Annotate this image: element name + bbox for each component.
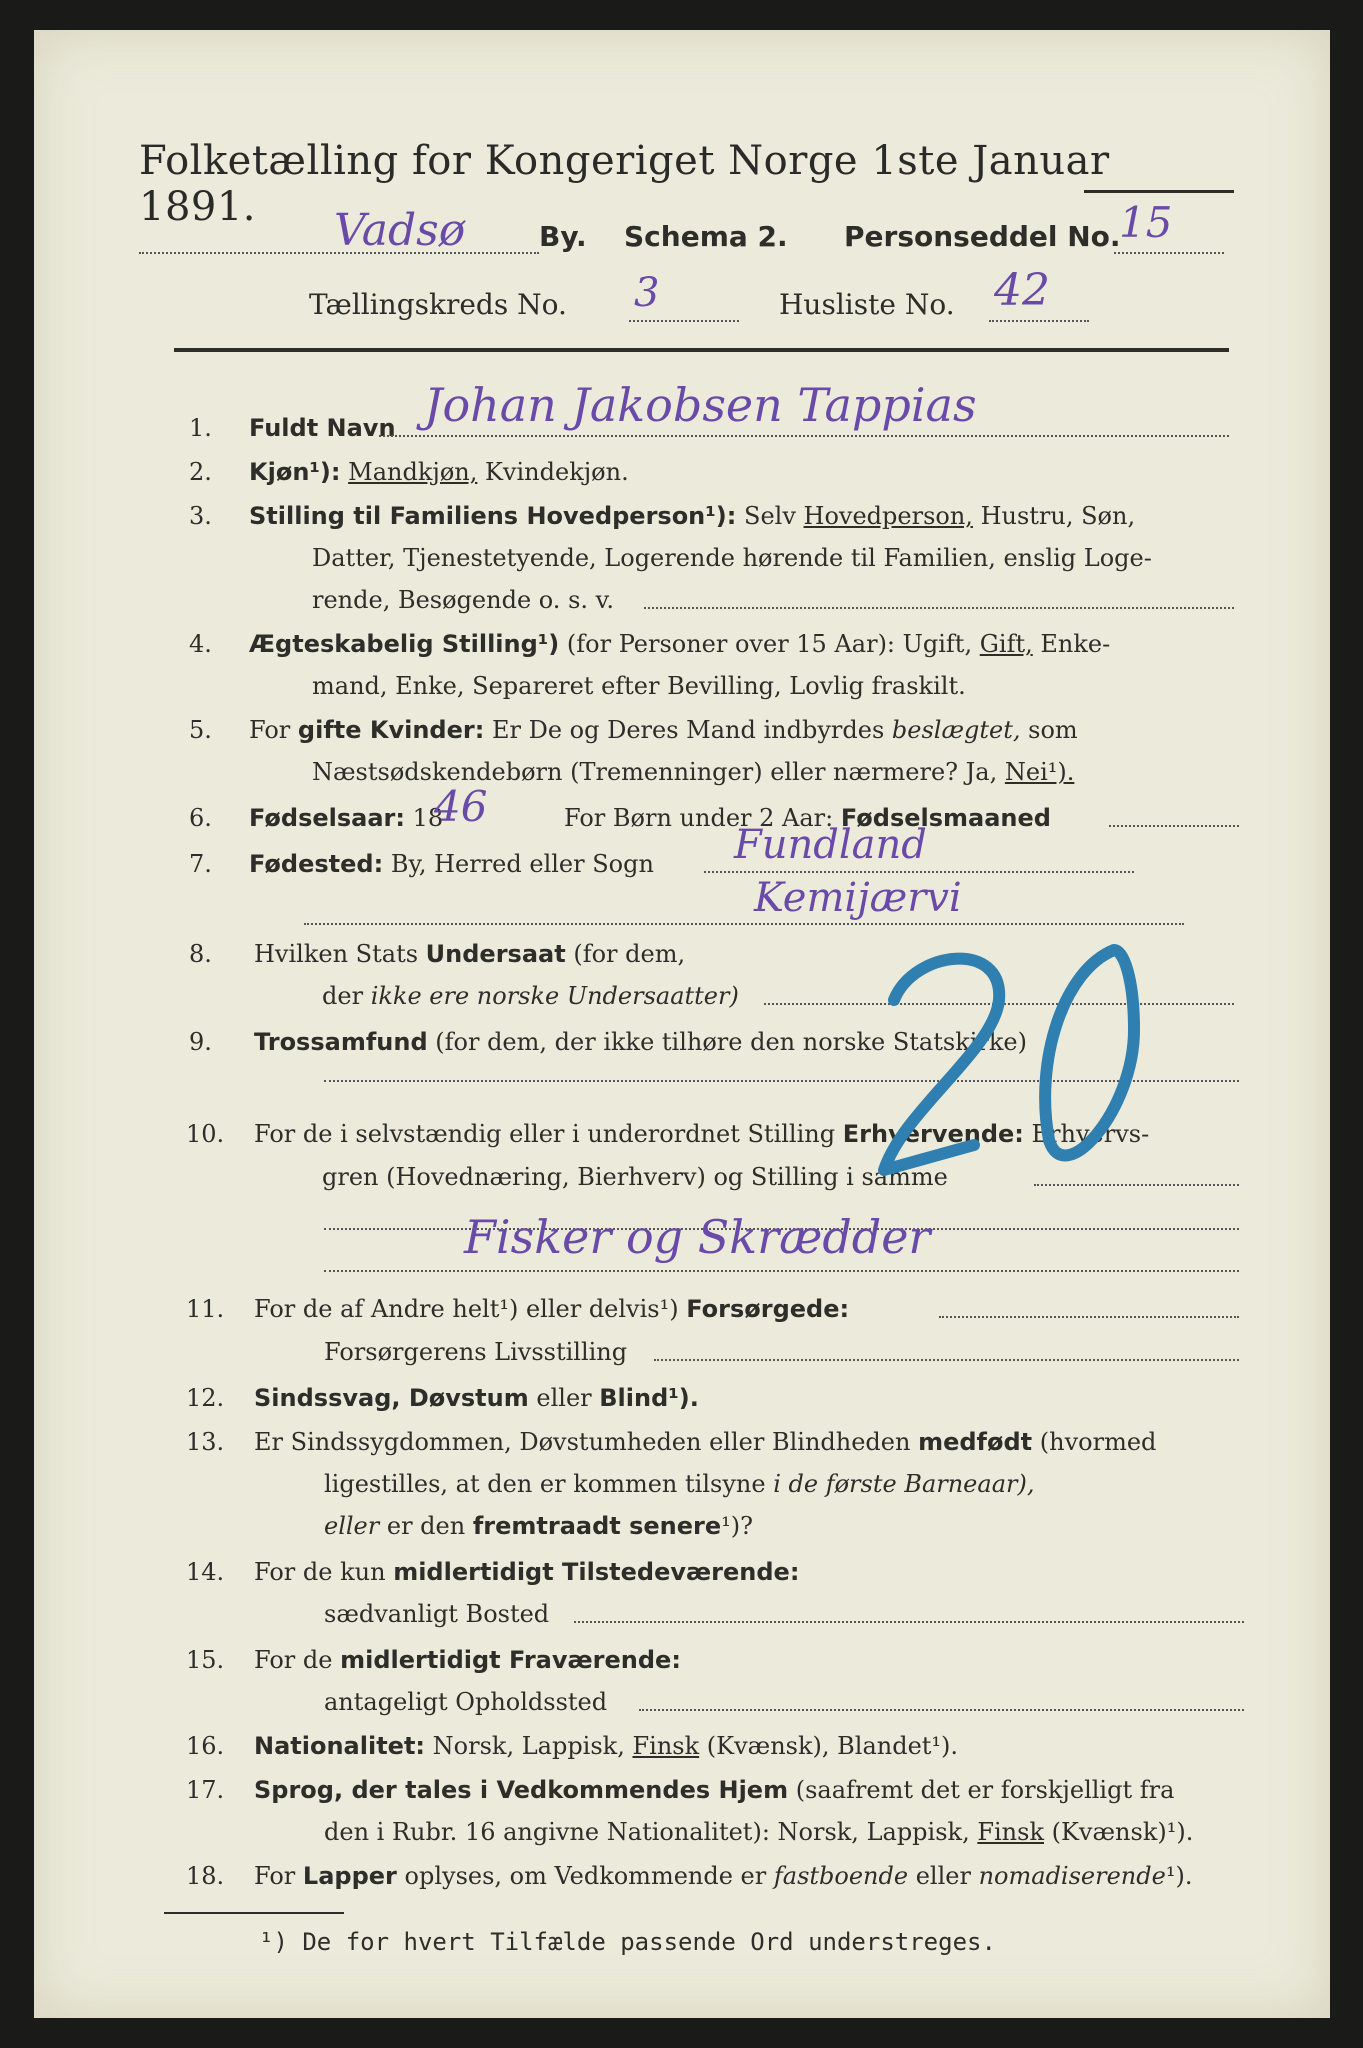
blue-stamp-20 (864, 930, 1184, 1210)
item-16-label: Nationalitet: (254, 1732, 426, 1760)
item-17-label: Sprog, der tales i Vedkommendes Hjem (254, 1776, 789, 1804)
item-2-option-mandkjon: Mandkjøn, (348, 458, 478, 486)
item-6-century: 18 (412, 804, 444, 832)
item-8-line-1 (254, 940, 685, 968)
item-16-options-a: Norsk, Lappisk, (432, 1732, 625, 1760)
item-13-line-1 (254, 1428, 1156, 1456)
item-13-ligestilles: ligestilles, at den er kommen tilsyne (324, 1470, 766, 1498)
item-11-text: For de af Andre helt¹) eller delvis¹) (254, 1295, 679, 1323)
husliste-dotted-line (989, 320, 1089, 322)
husliste-label: Husliste No. (779, 288, 955, 321)
husliste-handwritten: 42 (994, 265, 1050, 316)
item-11-line-1 (254, 1295, 849, 1323)
item-4-label: Ægteskabelig Stilling¹) (249, 630, 560, 658)
item-number-3: 3. (189, 502, 212, 530)
item-4-options-a: (for Personer over 15 Aar): Ugift, (566, 630, 973, 658)
item-number-4: 4. (189, 630, 212, 658)
item-number-9: 9. (189, 1028, 212, 1056)
item-4-option-gift: Gift, (979, 630, 1033, 658)
item-10-label: Erhvervende: (842, 1120, 1024, 1148)
item-16-options-b: (Kvænsk), Blandet¹). (706, 1732, 959, 1760)
item-4-options-b: Enke- (1040, 630, 1111, 658)
item-18-footmark: ¹). (1165, 1862, 1193, 1890)
item-13-line-2 (324, 1470, 1034, 1498)
item-10-erhvervs: Erhvervs- (1031, 1120, 1150, 1148)
personseddel-dotted-line (1114, 252, 1224, 254)
item-14-line-1 (254, 1558, 799, 1586)
item-13-eller: eller (324, 1512, 380, 1540)
item-2-text (249, 458, 629, 486)
item-number-18: 18. (186, 1862, 225, 1890)
item-1-dotted-line (379, 435, 1229, 437)
item-1-label: Fuldt Navn (249, 414, 396, 442)
item-15-text: For de (254, 1646, 333, 1674)
item-17-line-2 (324, 1818, 1193, 1846)
item-15-line-2: antageligt Opholdssted (324, 1688, 608, 1716)
item-number-13: 13. (186, 1428, 225, 1456)
item-number-12: 12. (186, 1384, 225, 1412)
item-number-17: 17. (186, 1776, 225, 1804)
item-3-label: Stilling til Familiens Hovedperson¹): (249, 502, 737, 530)
item-15-line-1 (254, 1646, 681, 1674)
item-7-dotted-line-2 (304, 923, 1184, 925)
item-8-label: Undersaat (425, 940, 566, 968)
item-3-line-3: rende, Besøgende o. s. v. (312, 586, 614, 614)
item-6-dotted-line (1109, 825, 1239, 827)
schema-label: Schema 2. (624, 220, 788, 253)
item-16-line (254, 1732, 958, 1760)
item-12-label: Sindssvag, Døvstum (254, 1384, 529, 1412)
item-number-16: 16. (186, 1732, 225, 1760)
item-13-hvormed: (hvormed (1039, 1428, 1157, 1456)
item-1-answer: Johan Jakobsen Tappias (424, 378, 977, 432)
item-4-line-1 (249, 630, 1110, 658)
item-8-line-2 (322, 982, 739, 1010)
item-3-dotted-line (644, 607, 1234, 609)
item-8-text: Hvilken Stats (254, 940, 419, 968)
item-17-option-finsk: Finsk (977, 1818, 1044, 1846)
item-14-dotted-line (574, 1621, 1244, 1623)
item-18-nomadiserende: nomadiserende (978, 1862, 1166, 1890)
item-11-line-2: Forsørgerens Livsstilling (324, 1338, 628, 1366)
personseddel-label: Personseddel No. (844, 220, 1121, 253)
item-10-answer: Fisker og Skrædder (464, 1210, 931, 1264)
item-10-text: For de i selvstændig eller i underordnet Stilling (254, 1120, 836, 1148)
item-number-6: 6. (189, 804, 212, 832)
item-2-label: Kjøn¹): (249, 458, 341, 486)
item-17-options-a: den i Rubr. 16 angivne Nationalitet): Norsk, Lappisk, (324, 1818, 970, 1846)
item-2-option-kvindekjon: Kvindekjøn. (485, 458, 629, 486)
item-5-line-2 (312, 758, 1074, 786)
census-form-page (34, 30, 1330, 2018)
item-6-line (249, 804, 443, 832)
item-number-8: 8. (189, 940, 212, 968)
item-5-line-1 (249, 716, 1078, 744)
item-12-line (254, 1384, 699, 1412)
item-6-answer: 46 (434, 782, 488, 831)
item-6-children-text: For Børn under 2 Aar: (564, 804, 834, 832)
item-number-14: 14. (186, 1558, 225, 1586)
item-18-text: oplyses, om Vedkommende er (404, 1862, 767, 1890)
item-number-7: 7. (189, 850, 212, 878)
item-13-text: Er Sindssygdommen, Døvstumheden eller Blindheden (254, 1428, 911, 1456)
item-7-answer-2: Kemijærvi (754, 875, 962, 921)
town-handwritten: Vadsø (334, 205, 466, 256)
item-12-blind: Blind¹). (599, 1384, 699, 1412)
item-11-dotted-line-2 (654, 1359, 1239, 1361)
footnote: ¹) De for hvert Tilfælde passende Ord understreges. (259, 1928, 996, 1956)
item-13-footmark: ¹)? (721, 1512, 754, 1540)
item-16-option-finsk: Finsk (632, 1732, 700, 1760)
item-4-line-2: mand, Enke, Separeret efter Bevilling, Lovlig fraskilt. (312, 672, 966, 700)
item-18-fastboende: fastboende (773, 1862, 909, 1890)
item-15-label: midlertidigt Fraværende: (340, 1646, 681, 1674)
item-18-line (254, 1862, 1192, 1890)
item-5-for: For (249, 716, 291, 744)
item-14-line-2: sædvanligt Bosted (324, 1600, 550, 1628)
item-9-text: (for dem, der ikke tilhøre den norske Statskirke) (435, 1028, 1027, 1056)
item-3-line-2: Datter, Tjenestetyende, Logerende hørende til Familien, enslig Loge- (312, 544, 1152, 572)
item-13-medfodt: medfødt (918, 1428, 1033, 1456)
item-8-ikke-norske: ikke ere norske Undersaatter) (370, 982, 739, 1010)
item-number-10: 10. (186, 1120, 225, 1148)
item-14-text: For de kun (254, 1558, 386, 1586)
item-11-dotted-line-1 (939, 1316, 1239, 1318)
kreds-dotted-line (629, 320, 739, 322)
item-3-options-rest: Hustru, Søn, (980, 502, 1136, 530)
item-number-1: 1. (189, 414, 212, 442)
item-5-option-nei: Nei¹). (1004, 758, 1075, 786)
item-12-eller: eller (536, 1384, 592, 1412)
item-15-dotted-line (639, 1709, 1244, 1711)
item-number-11: 11. (186, 1295, 225, 1323)
item-18-eller: eller (915, 1862, 971, 1890)
item-14-label: midlertidigt Tilstedeværende: (393, 1558, 800, 1586)
item-5-label: gifte Kvinder: (297, 716, 485, 744)
item-7-text: By, Herred eller Sogn (390, 850, 654, 878)
item-6-maaned-label: Fødselsmaaned (840, 804, 1051, 832)
item-number-5: 5. (189, 716, 212, 744)
item-5-options: Næstsødskendebørn (Tremenninger) eller nærmere? Ja, (312, 758, 998, 786)
item-17-text: (saafremt det er forskjelligt fra (795, 1776, 1175, 1804)
kreds-label: Tællingskreds No. (309, 288, 567, 321)
personseddel-handwritten: 15 (1119, 198, 1173, 247)
item-8-for-dem: (for dem, (573, 940, 686, 968)
item-8-der: der (322, 982, 364, 1010)
item-number-2: 2. (189, 458, 212, 486)
item-6-label: Fødselsaar: (249, 804, 405, 832)
item-13-er-den: er den (386, 1512, 466, 1540)
kreds-handwritten: 3 (634, 270, 660, 316)
item-7-dotted-line (704, 871, 1134, 873)
item-3-option-selv: Selv (744, 502, 796, 530)
item-3-line-1 (249, 502, 1135, 530)
item-5-question: Er De og Deres Mand indbyrdes (491, 716, 885, 744)
item-13-barneaar: i de første Barneaar), (773, 1470, 1035, 1498)
item-18-for: For (254, 1862, 296, 1890)
item-7-label: Fødested: (249, 850, 384, 878)
form-title: Folketælling for Kongeriget Norge 1ste Januar 1891. (139, 138, 1110, 230)
item-7-line (249, 850, 654, 878)
item-11-label: Forsørgede: (686, 1295, 850, 1323)
by-label: By. (539, 220, 587, 253)
item-number-15: 15. (186, 1646, 225, 1674)
footnote-rule (164, 1912, 344, 1914)
item-10-line-2: gren (Hovednæring, Bierhverv) og Stilling i samme (322, 1163, 948, 1191)
item-7-answer-1: Fundland (734, 822, 927, 868)
item-13-line-3 (324, 1512, 753, 1540)
item-5-som: som (1028, 716, 1078, 744)
item-17-line-1 (254, 1776, 1174, 1804)
title-underline (1084, 190, 1234, 193)
item-18-label: Lapper (302, 1862, 397, 1890)
item-3-option-hovedperson: Hovedperson, (803, 502, 973, 530)
item-13-fremtraadt: fremtraadt senere (472, 1512, 722, 1540)
item-5-beslaegtet: beslægtet, (891, 716, 1021, 744)
item-17-options-b: (Kvænsk)¹). (1051, 1818, 1194, 1846)
item-10-dotted-line-3 (324, 1270, 1239, 1272)
item-9-label: Trossamfund (254, 1028, 428, 1056)
header-rule (174, 348, 1229, 352)
